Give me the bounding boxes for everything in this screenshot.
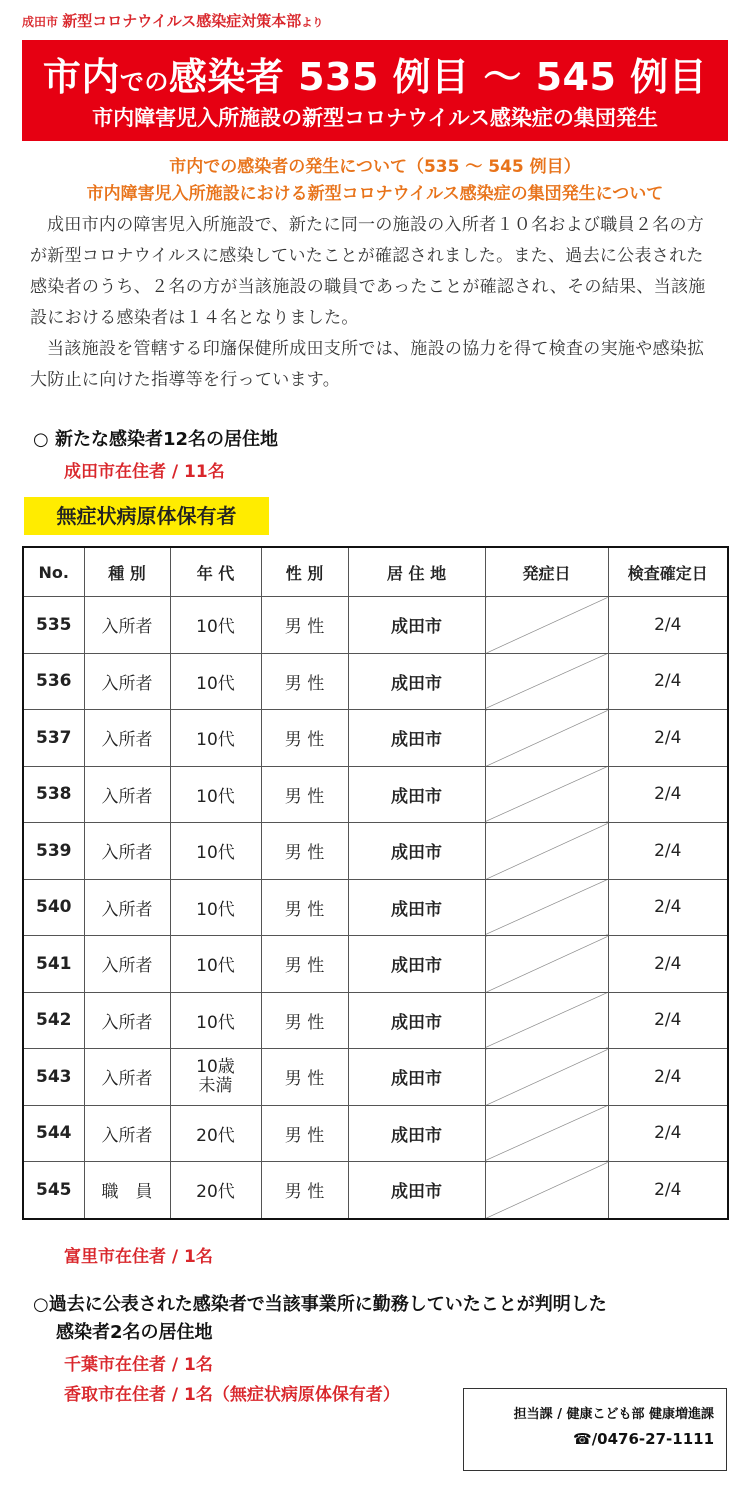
case-sex: 男 性 [261,653,348,710]
case-type: 入所者 [84,936,170,993]
case-no: 540 [23,879,84,936]
case-residence: 成田市 [348,710,485,767]
case-no: 535 [23,597,84,654]
case-residence: 成田市 [348,597,485,654]
case-confirmed: 2/4 [608,766,728,823]
case-residence: 成田市 [348,1162,485,1219]
contact-department: 担当課 / 健康こども部 健康増進課 [513,1407,714,1422]
header-age: 年 代 [170,547,261,597]
case-onset [485,653,608,710]
case-no: 538 [23,766,84,823]
case-no: 539 [23,823,84,880]
table-row [23,710,728,767]
case-sex: 男 性 [261,992,348,1049]
case-onset [485,597,608,654]
table-row [23,936,728,993]
case-age: 20代 [170,1105,261,1162]
case-confirmed: 2/4 [608,992,728,1049]
case-age: 10代 [170,710,261,767]
case-sex: 男 性 [261,710,348,767]
subheading-1: 市内での感染者の発生について（535 ～ 545 例目） [169,157,581,177]
header-sex: 性 別 [261,547,348,597]
case-onset [485,710,608,767]
case-age-line-1: 10歳 [196,1056,235,1077]
case-onset [485,766,608,823]
case-sex: 男 性 [261,597,348,654]
case-no: 543 [23,1049,84,1106]
paragraph-1: 成田市内の障害児入所施設で、新たに同一の施設の入所者１０名および職員２名の方が新型コロナウイルスに感染していたことが確認されました。また、過去に公表された感染者のうち、２名の方が当該施設の職員であったことが確認され、その結果、当該施設における感染者は１４名となりました。 [30,215,706,328]
case-residence: 成田市 [348,1105,485,1162]
table-row [23,597,728,654]
case-residence: 成田市 [348,823,485,880]
case-onset [485,992,608,1049]
case-no: 536 [23,653,84,710]
case-confirmed: 2/4 [608,1162,728,1219]
section-title-past-cases-1: ○過去に公表された感染者で当該事業所に勤務していたことが判明した [33,1294,607,1315]
table-row [23,766,728,823]
title-part-city: 市内 [42,55,120,99]
case-type: 職 員 [84,1162,170,1219]
case-no: 542 [23,992,84,1049]
table-row [23,653,728,710]
source-suffix: より [301,16,324,29]
katori-residents-count: 香取市在住者 / 1名（無症状病原体保有者） [64,1385,400,1405]
case-confirmed: 2/4 [608,653,728,710]
case-type: 入所者 [84,1049,170,1106]
case-age-line-2: 未満 [198,1075,233,1096]
case-onset [485,1162,608,1219]
header-confirmed: 検査確定日 [608,547,728,597]
case-age: 10代 [170,597,261,654]
title-banner [22,40,728,141]
table-row [23,992,728,1049]
case-type: 入所者 [84,597,170,654]
table-row [23,879,728,936]
case-age: 10代 [170,992,261,1049]
case-no: 537 [23,710,84,767]
case-confirmed: 2/4 [608,936,728,993]
case-onset [485,936,608,993]
narita-residents-count: 成田市在住者 / 11名 [64,462,225,482]
case-confirmed: 2/4 [608,1105,728,1162]
table-row [23,1162,728,1219]
case-residence: 成田市 [348,1049,485,1106]
case-sex: 男 性 [261,823,348,880]
title-part-particle: での [119,68,169,96]
page-subtitle: 市内障害児入所施設の新型コロナウイルス感染症の集団発生 [92,106,658,130]
case-type: 入所者 [84,710,170,767]
case-residence: 成田市 [348,936,485,993]
case-onset [485,879,608,936]
case-sex: 男 性 [261,766,348,823]
case-sex: 男 性 [261,879,348,936]
case-type: 入所者 [84,879,170,936]
case-confirmed: 2/4 [608,710,728,767]
subheading-2: 市内障害児入所施設における新型コロナウイルス感染症の集団発生について [86,184,664,204]
case-type: 入所者 [84,823,170,880]
source-prefix: 成田市 [22,15,59,29]
case-sex: 男 性 [261,1049,348,1106]
case-sex: 男 性 [261,1162,348,1219]
case-age: 20代 [170,1162,261,1219]
case-age: 10代 [170,936,261,993]
case-onset [485,1105,608,1162]
tomisato-residents-count: 富里市在住者 / 1名 [64,1247,213,1267]
header-onset: 発症日 [485,547,608,597]
chiba-residents-count: 千葉市在住者 / 1名 [64,1355,213,1375]
case-sex: 男 性 [261,1105,348,1162]
case-confirmed: 2/4 [608,1049,728,1106]
section-title-past-cases-2: 感染者2名の居住地 [56,1322,213,1343]
case-residence: 成田市 [348,879,485,936]
case-residence: 成田市 [348,992,485,1049]
source-name: 新型コロナウイルス感染症対策本部 [62,12,302,30]
case-residence: 成田市 [348,766,485,823]
source-line [22,10,323,31]
contact-phone: ☎/0476-27-1111 [573,1430,714,1448]
case-confirmed: 2/4 [608,879,728,936]
page-title [22,46,728,101]
table-row [23,1105,728,1162]
paragraph-2: 当該施設を管轄する印旛保健所成田支所では、施設の協力を得て検査の実施や感染拡大防止に向けた指導等を行っています。 [30,339,705,390]
case-sex: 男 性 [261,936,348,993]
case-age: 10代 [170,879,261,936]
table-header-row [23,547,728,597]
title-part-cases: 感染者 535 例目 ～ 545 例目 [168,55,708,99]
cases-table [22,546,729,1220]
case-age: 10代 [170,823,261,880]
header-residence: 居 住 地 [348,547,485,597]
table-row [23,1049,728,1106]
case-confirmed: 2/4 [608,597,728,654]
header-no: No. [23,547,84,597]
case-type: 入所者 [84,992,170,1049]
contact-box [463,1388,727,1471]
section-title-new-cases: ○ 新たな感染者12名の居住地 [33,429,279,450]
case-type: 入所者 [84,766,170,823]
case-onset [485,823,608,880]
case-no: 544 [23,1105,84,1162]
case-type: 入所者 [84,1105,170,1162]
case-age: 10代 [170,653,261,710]
case-age: 10代 [170,766,261,823]
case-no: 541 [23,936,84,993]
case-confirmed: 2/4 [608,823,728,880]
case-age [170,1049,261,1106]
body-text [30,210,720,396]
case-no: 545 [23,1162,84,1219]
header-type: 種 別 [84,547,170,597]
case-residence: 成田市 [348,653,485,710]
table-row [23,823,728,880]
case-type: 入所者 [84,653,170,710]
case-onset [485,1049,608,1106]
asymptomatic-tag: 無症状病原体保有者 [24,497,269,535]
